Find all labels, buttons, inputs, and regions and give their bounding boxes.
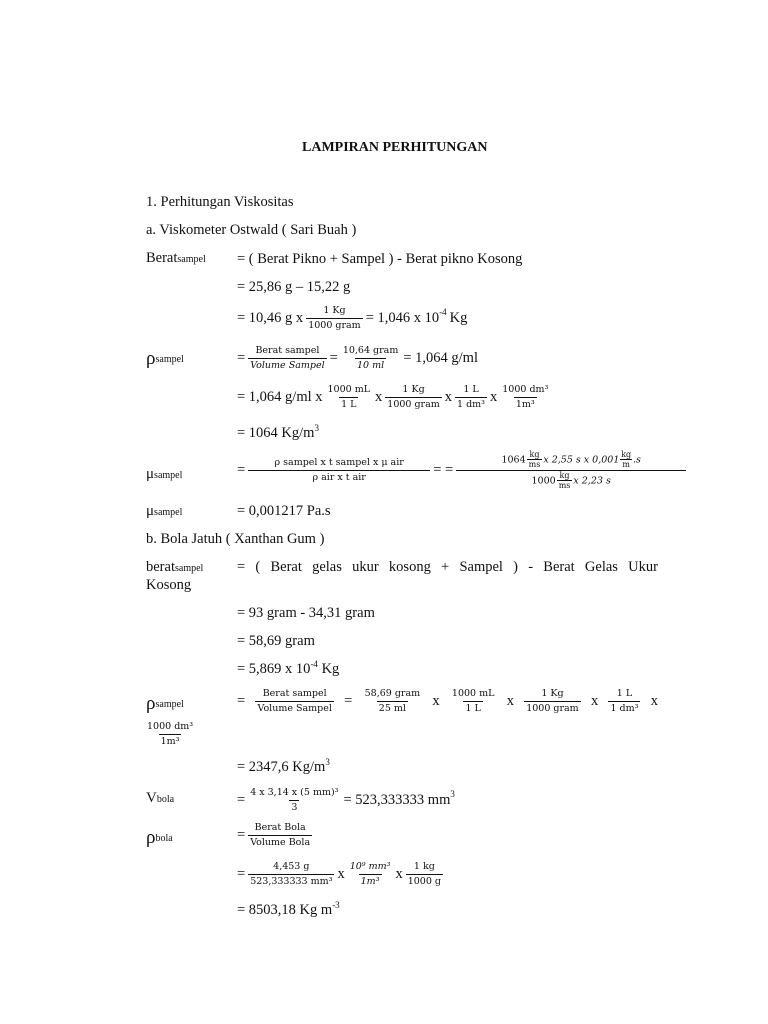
text: = 1064 Kg/m xyxy=(237,425,315,441)
eq-rho-sampel-b-continuation xyxy=(142,719,198,749)
text: x 2,55 s x 0,001 xyxy=(543,454,620,465)
label-subscript: sampel xyxy=(155,699,184,710)
denominator: Volume Sampel xyxy=(257,702,332,714)
numerator xyxy=(499,451,642,470)
label-subscript: sampel xyxy=(177,254,206,265)
denominator: ms xyxy=(528,459,541,469)
fraction xyxy=(248,787,340,814)
fraction xyxy=(248,345,326,372)
label-mu-sampel-2 xyxy=(146,503,182,520)
eq-rho-conversion xyxy=(237,382,553,412)
fraction xyxy=(348,861,393,888)
operator: = xyxy=(237,826,246,843)
denominator: Volume Bola xyxy=(250,836,311,848)
eq-rho-b-final xyxy=(237,758,330,777)
eq-rho-bola-final xyxy=(237,901,340,920)
eq-berat-b-conversion xyxy=(237,660,339,679)
numerator: Berat sampel xyxy=(262,687,327,699)
operator: = xyxy=(237,791,246,808)
eq-mu-sampel xyxy=(237,449,689,490)
fraction xyxy=(255,688,333,715)
text: = 2347,6 Kg/m xyxy=(237,759,326,775)
text: = 10,46 g x xyxy=(237,309,304,326)
denominator: 1 L xyxy=(465,702,481,714)
label-mu-sampel xyxy=(146,466,182,483)
text: .s xyxy=(632,454,641,465)
operator: x xyxy=(337,865,345,882)
label-subscript: sampel xyxy=(155,354,184,365)
denominator: 523,333333 mm³ xyxy=(250,875,333,887)
unit: Kg xyxy=(449,309,468,326)
fraction xyxy=(500,384,550,411)
denominator: 1000 g xyxy=(407,875,441,887)
label-rho-sampel-b xyxy=(146,695,184,712)
text: = 8503,18 Kg m xyxy=(237,902,333,918)
eq-berat: = ( Berat Pikno + Sampel ) - Berat pikno Kosong xyxy=(237,251,523,267)
denominator: 25 ml xyxy=(378,702,406,714)
token: gelas xyxy=(312,559,342,575)
operator: = xyxy=(237,865,246,882)
token: ) xyxy=(513,559,519,575)
fraction xyxy=(326,384,373,411)
label-subscript: sampel xyxy=(154,507,183,518)
token: Ukur xyxy=(628,559,658,575)
exponent: 3 xyxy=(325,757,330,767)
eq-berat-conversion xyxy=(237,303,467,333)
denominator: Volume Sampel xyxy=(250,359,325,371)
eq-rho-final xyxy=(237,424,319,443)
eq-berat-b-continuation: Kosong xyxy=(146,577,192,593)
eq-rho-bola xyxy=(237,820,315,850)
token: = xyxy=(237,559,246,575)
token: ukur xyxy=(352,559,379,575)
mu-symbol: μ xyxy=(146,466,155,482)
exponent: -4 xyxy=(310,659,318,669)
numerator: ρ sampel x t sampel x μ air xyxy=(274,456,404,468)
operator: x xyxy=(506,692,514,709)
operator: x xyxy=(432,692,440,709)
numerator: 1000 dm³ xyxy=(502,383,549,395)
denominator: 3 xyxy=(291,801,298,813)
eq-v-bola xyxy=(237,785,455,815)
text: = 1,046 x 10 xyxy=(365,309,440,326)
token: kosong xyxy=(388,559,431,575)
page-title: LAMPIRAN PERHITUNGAN xyxy=(302,140,488,155)
denominator: 1m³ xyxy=(360,875,380,887)
fraction xyxy=(306,305,363,332)
fraction xyxy=(406,861,443,888)
eq-berat-b-values: = 93 gram - 34,31 gram xyxy=(237,605,375,621)
numerator: 1 kg xyxy=(413,860,435,872)
numerator: Berat Bola xyxy=(254,821,306,833)
operator: = xyxy=(329,349,338,366)
section-heading: 1. Perhitungan Viskositas xyxy=(146,194,294,210)
numerator: 1 L xyxy=(616,687,633,699)
denominator: 1000 gram xyxy=(387,398,440,410)
denominator: m xyxy=(622,459,630,469)
eq-berat-values: = 25,86 g – 15,22 g xyxy=(237,279,351,295)
operator: x xyxy=(375,388,383,405)
denominator: 10 ml xyxy=(356,359,385,371)
numerator: 1000 dm³ xyxy=(147,720,194,732)
denominator: 1 dm³ xyxy=(457,398,485,410)
subsection-a-heading: a. Viskometer Ostwald ( Sari Buah ) xyxy=(146,222,357,238)
operator: = xyxy=(237,461,246,478)
label-subscript: sampel xyxy=(154,470,183,481)
denominator: 1m³ xyxy=(515,398,535,410)
fraction xyxy=(608,688,640,715)
fraction xyxy=(450,688,497,715)
operator: = xyxy=(237,692,246,709)
fraction xyxy=(145,721,195,748)
rho-symbol: ρ xyxy=(146,827,156,848)
label-subscript: bola xyxy=(155,833,173,844)
numerator: 1 L xyxy=(463,383,479,395)
numerator: kg xyxy=(529,449,540,459)
inner-fraction xyxy=(557,472,573,490)
token: Gelas xyxy=(584,559,618,575)
exponent: -3 xyxy=(332,900,340,910)
label-berat-sampel-b xyxy=(146,559,203,576)
fraction xyxy=(385,384,442,411)
operator: = xyxy=(237,349,246,366)
eq-berat-b-result: = 58,69 gram xyxy=(237,633,315,649)
text: = 1,064 g/ml x xyxy=(237,388,323,405)
rho-symbol: ρ xyxy=(146,693,156,714)
operator: x xyxy=(444,388,453,405)
result: = 1,064 g/ml xyxy=(403,349,478,366)
denominator: 1 L xyxy=(341,398,357,410)
label-text: berat xyxy=(146,559,175,575)
operator: x xyxy=(490,388,498,405)
label-v-bola xyxy=(146,790,174,807)
denominator xyxy=(456,470,686,490)
label-rho-bola xyxy=(146,829,173,846)
text: 1000 xyxy=(531,475,556,486)
operator: x xyxy=(650,692,658,709)
exponent: 3 xyxy=(450,789,455,799)
exponent: 3 xyxy=(314,423,319,433)
numerator: 1000 mL xyxy=(327,383,371,395)
result: = 523,333333 mm xyxy=(343,791,451,808)
unit: Kg xyxy=(321,661,340,677)
numerator: kg xyxy=(621,449,632,459)
operator: x xyxy=(590,692,599,709)
fraction xyxy=(363,688,423,715)
fraction xyxy=(524,688,581,715)
numerator: 10⁹ mm³ xyxy=(349,860,391,872)
token: + xyxy=(441,559,450,575)
operator: x xyxy=(395,865,403,882)
token: ( xyxy=(255,559,261,575)
denominator: ms xyxy=(558,480,571,490)
eq-rho-sampel-b xyxy=(237,686,658,716)
subsection-b-heading: b. Bola Jatuh ( Xanthan Gum ) xyxy=(146,531,325,547)
denominator: 1000 gram xyxy=(526,702,579,714)
numerator: 4 x 3,14 x (5 mm)³ xyxy=(250,786,339,798)
rho-symbol: ρ xyxy=(146,348,156,369)
inner-fraction xyxy=(620,451,632,469)
numerator: 58,69 gram xyxy=(364,687,421,699)
denominator: ρ air x t air xyxy=(248,470,430,484)
label-rho-sampel xyxy=(146,350,184,367)
fraction xyxy=(456,451,686,490)
exponent: -4 xyxy=(439,307,447,317)
text: x 2,23 s xyxy=(573,475,611,486)
numerator: 1 Kg xyxy=(402,383,425,395)
numerator: 1000 mL xyxy=(451,687,495,699)
token: Berat xyxy=(270,559,302,575)
denominator: 1000 gram xyxy=(308,319,361,331)
numerator: Berat sampel xyxy=(255,344,320,356)
fraction xyxy=(248,861,334,888)
token: Berat xyxy=(543,559,575,575)
inner-fraction xyxy=(527,451,543,469)
token: Sampel xyxy=(459,559,503,575)
numerator: 10,64 gram xyxy=(342,344,399,356)
label-subscript: bola xyxy=(156,794,175,805)
fraction xyxy=(341,345,401,372)
denominator: 1m³ xyxy=(160,735,180,747)
eq-berat-b xyxy=(237,559,658,576)
eq-mu-result: = 0,001217 Pa.s xyxy=(237,503,331,519)
denominator: 1 dm³ xyxy=(610,702,639,714)
text: = 5,869 x 10 xyxy=(237,661,311,677)
numerator: 1 Kg xyxy=(541,687,564,699)
operator: = xyxy=(344,692,353,709)
numerator: 4,453 g xyxy=(273,860,310,872)
text: 1064 xyxy=(501,454,526,465)
label-text: Berat xyxy=(146,250,178,266)
fraction xyxy=(248,822,312,849)
token: - xyxy=(528,559,534,575)
fraction xyxy=(455,384,487,411)
eq-rho-bola-conversion xyxy=(237,859,446,889)
v-symbol: V xyxy=(146,790,157,806)
label-subscript: sampel xyxy=(174,563,204,574)
mu-symbol: μ xyxy=(146,503,155,519)
numerator: 1 Kg xyxy=(323,304,346,316)
operator: = = xyxy=(433,461,454,478)
numerator: kg xyxy=(559,470,570,480)
eq-rho-sampel xyxy=(237,343,478,373)
label-berat-sampel xyxy=(146,250,206,267)
fraction xyxy=(248,457,430,484)
